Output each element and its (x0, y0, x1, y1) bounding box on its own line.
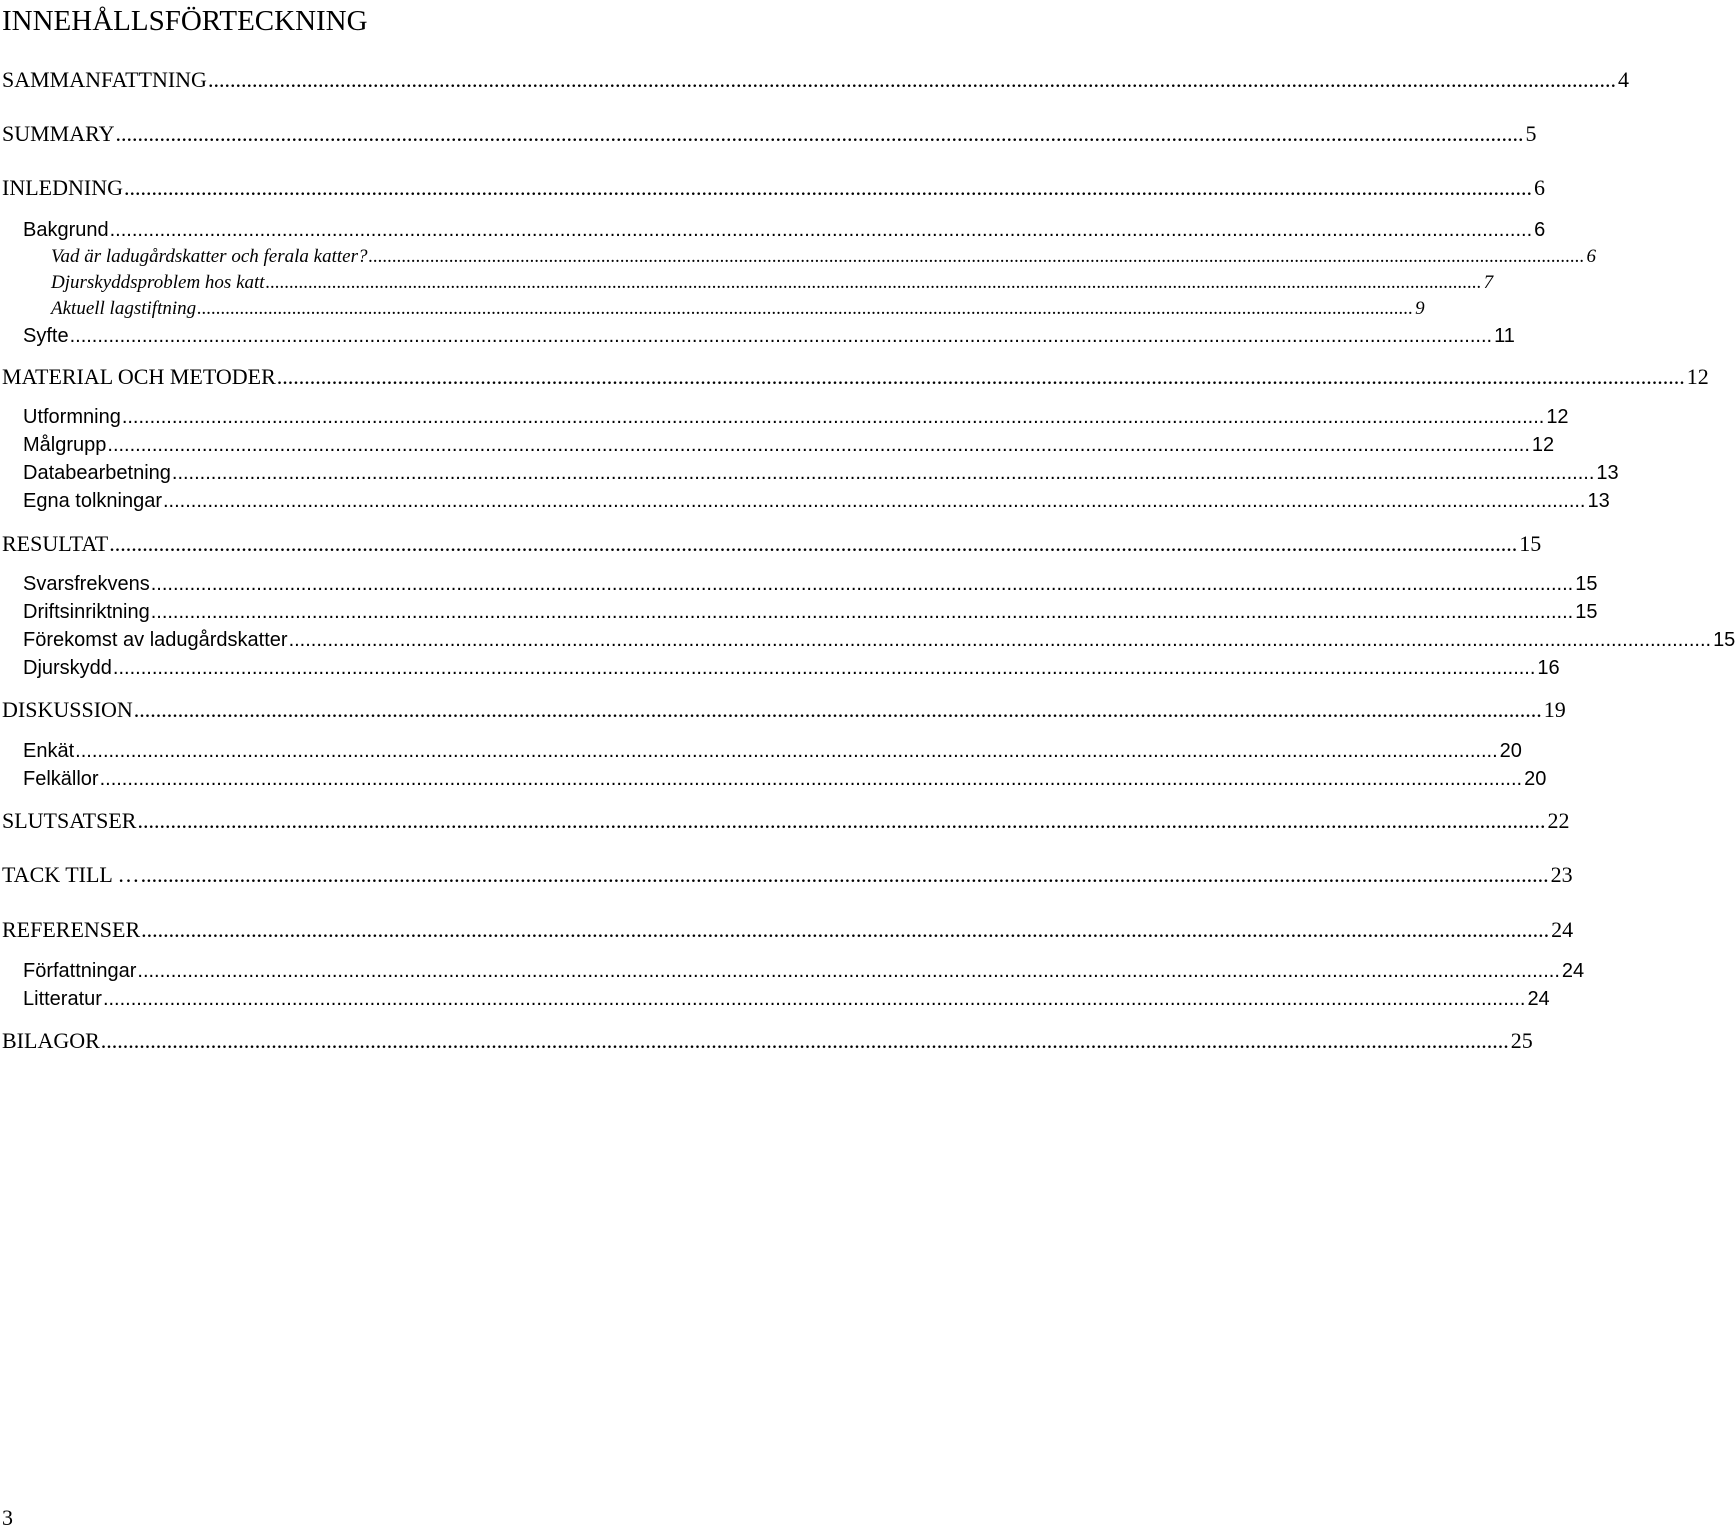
dot-leader: ................................................................................................................................................................................................................................................................ (75, 740, 1498, 762)
toc-entry-title: Databearbetning (23, 462, 171, 484)
dot-leader: ................................................................................................................................................................................................................................................................ (107, 434, 1530, 456)
toc-entry-title: Utformning (23, 406, 121, 428)
toc-entry-title: REFERENSER (2, 917, 141, 942)
dot-leader: ................................................................................................................................................................................................................................................................ (368, 246, 1585, 267)
toc-entry-forfattningar[interactable] (23, 959, 1585, 983)
toc-entry-page: 24 (1561, 960, 1585, 982)
toc-entry-diskussion[interactable] (2, 697, 1566, 723)
toc-entry-tack-till[interactable] (2, 862, 1573, 888)
dot-leader: ................................................................................................................................................................................................................................................................ (171, 462, 1595, 484)
toc-entry-page: 7 (1483, 272, 1494, 293)
toc-entry-enkat[interactable] (23, 739, 1522, 763)
toc-entry-page: 6 (1586, 246, 1596, 267)
toc-entry-djurskydd[interactable] (23, 656, 1560, 680)
toc-entry-bilagor[interactable] (2, 1028, 1533, 1054)
toc-entry-databearbetning[interactable] (23, 461, 1619, 485)
toc-entry-vad-ar-ladugardskatter[interactable] (51, 246, 1596, 268)
toc-entry-aktuell-lagstiftning[interactable] (51, 298, 1425, 320)
toc-entry-page: 20 (1499, 740, 1522, 762)
toc-entry-page: 5 (1525, 121, 1537, 146)
toc-entry-page: 23 (1550, 862, 1573, 887)
toc-entry-title: TACK TILL … (2, 862, 140, 887)
toc-entry-title: Svarsfrekvens (23, 573, 150, 595)
toc-entry-page: 16 (1537, 657, 1560, 679)
dot-leader: ................................................................................................................................................................................................................................................................ (265, 272, 1482, 293)
toc-entry-title: Egna tolkningar (23, 490, 162, 512)
toc-entry-title: MATERIAL OCH METODER (2, 364, 276, 389)
dot-leader: ................................................................................................................................................................................................................................................................ (140, 862, 1549, 887)
toc-entry-litteratur[interactable] (23, 987, 1550, 1011)
dot-leader: ................................................................................................................................................................................................................................................................ (99, 768, 1523, 790)
toc-entry-referenser[interactable] (2, 917, 1574, 943)
toc-entry-page: 12 (1686, 364, 1709, 389)
toc-entry-resultat[interactable] (2, 531, 1542, 557)
toc-entry-page: 24 (1551, 917, 1574, 942)
toc-entry-title: BILAGOR (2, 1028, 100, 1053)
toc-entry-title: Vad är ladugårdskatter och ferala katter? (51, 246, 368, 267)
toc-entry-page: 25 (1510, 1028, 1533, 1053)
toc-entry-page: 22 (1547, 808, 1570, 833)
dot-leader: ................................................................................................................................................................................................................................................................ (150, 573, 1574, 595)
toc-entry-page: 24 (1527, 988, 1550, 1010)
toc-entry-page: 15 (1713, 629, 1735, 651)
dot-leader: ................................................................................................................................................................................................................................................................ (133, 697, 1542, 722)
toc-entry-egna-tolkningar[interactable] (23, 489, 1610, 513)
dot-leader: ................................................................................................................................................................................................................................................................ (150, 601, 1574, 623)
toc-entry-page: 6 (1533, 175, 1545, 200)
toc-entry-page: 4 (1617, 67, 1629, 92)
toc-entry-slutsatser[interactable] (2, 808, 1570, 834)
toc-entry-felkallor[interactable] (23, 767, 1547, 791)
toc-entry-title: DISKUSSION (2, 697, 133, 722)
dot-leader: ................................................................................................................................................................................................................................................................ (109, 219, 1533, 241)
toc-entry-forekomst[interactable] (23, 628, 1735, 652)
toc-entry-sammanfattning[interactable] (2, 67, 1629, 93)
toc-entry-page: 20 (1524, 768, 1547, 790)
toc-entry-title: Syfte (23, 325, 69, 347)
toc-entry-title: INLEDNING (2, 175, 123, 200)
toc-entry-title: Djurskydd (23, 657, 112, 679)
toc-entry-svarsfrekvens[interactable] (23, 572, 1598, 596)
page-title: INNEHÅLLSFÖRTECKNING (2, 5, 368, 37)
toc-entry-title: SUMMARY (2, 121, 115, 146)
toc-entry-title: SLUTSATSER (2, 808, 137, 833)
toc-entry-summary[interactable] (2, 121, 1537, 147)
toc-entry-page: 15 (1519, 531, 1542, 556)
dot-leader: ................................................................................................................................................................................................................................................................ (276, 364, 1685, 389)
dot-leader: ................................................................................................................................................................................................................................................................ (288, 629, 1712, 651)
toc-entry-title: Förekomst av ladugårdskatter (23, 629, 288, 651)
dot-leader: ................................................................................................................................................................................................................................................................ (162, 490, 1586, 512)
toc-entry-page: 15 (1575, 601, 1598, 623)
dot-leader: ................................................................................................................................................................................................................................................................ (137, 960, 1560, 982)
page-number: 3 (2, 1505, 13, 1530)
toc-entry-title: Målgrupp (23, 434, 107, 456)
dot-leader: ................................................................................................................................................................................................................................................................ (137, 808, 1546, 833)
toc-entry-page: 12 (1531, 434, 1555, 456)
toc-entry-title: Djurskyddsproblem hos katt (51, 272, 265, 293)
toc-entry-page: 19 (1543, 697, 1566, 722)
dot-leader: ................................................................................................................................................................................................................................................................ (123, 175, 1532, 200)
toc-entry-page: 6 (1534, 219, 1546, 241)
toc-entry-page: 11 (1494, 325, 1515, 347)
toc-entry-malgrupp[interactable] (23, 433, 1555, 457)
toc-entry-inledning[interactable] (2, 175, 1545, 201)
toc-entry-title: Litteratur (23, 988, 102, 1010)
toc-entry-title: SAMMANFATTNING (2, 67, 207, 92)
toc-entry-driftsinriktning[interactable] (23, 600, 1598, 624)
dot-leader: ................................................................................................................................................................................................................................................................ (102, 988, 1526, 1010)
toc-entry-title: Författningar (23, 960, 137, 982)
toc-entry-page: 13 (1587, 490, 1610, 512)
dot-leader: ................................................................................................................................................................................................................................................................ (197, 298, 1414, 319)
toc-entry-syfte[interactable] (23, 324, 1515, 348)
toc-entry-page: 15 (1575, 573, 1598, 595)
dot-leader: ................................................................................................................................................................................................................................................................ (109, 531, 1518, 556)
toc-entry-title: Bakgrund (23, 219, 109, 241)
toc-entry-page: 13 (1596, 462, 1619, 484)
toc-entry-title: Enkät (23, 740, 75, 762)
toc-entry-title: Aktuell lagstiftning (51, 298, 197, 319)
dot-leader: ................................................................................................................................................................................................................................................................ (69, 325, 1493, 347)
dot-leader: ................................................................................................................................................................................................................................................................ (100, 1028, 1509, 1053)
toc-entry-material-och-metoder[interactable] (2, 364, 1709, 390)
dot-leader: ................................................................................................................................................................................................................................................................ (112, 657, 1536, 679)
toc-entry-bakgrund[interactable] (23, 218, 1546, 242)
toc-entry-title: RESULTAT (2, 531, 109, 556)
dot-leader: ................................................................................................................................................................................................................................................................ (121, 406, 1545, 428)
toc-entry-page: 12 (1546, 406, 1569, 428)
toc-entry-utformning[interactable] (23, 405, 1569, 429)
toc-entry-title: Felkällor (23, 768, 99, 790)
toc-entry-title: Driftsinriktning (23, 601, 150, 623)
dot-leader: ................................................................................................................................................................................................................................................................ (207, 67, 1616, 92)
toc-entry-djurskyddsproblem[interactable] (51, 272, 1494, 294)
dot-leader: ................................................................................................................................................................................................................................................................ (115, 121, 1524, 146)
dot-leader: ................................................................................................................................................................................................................................................................ (141, 917, 1550, 942)
toc-entry-page: 9 (1415, 298, 1425, 319)
